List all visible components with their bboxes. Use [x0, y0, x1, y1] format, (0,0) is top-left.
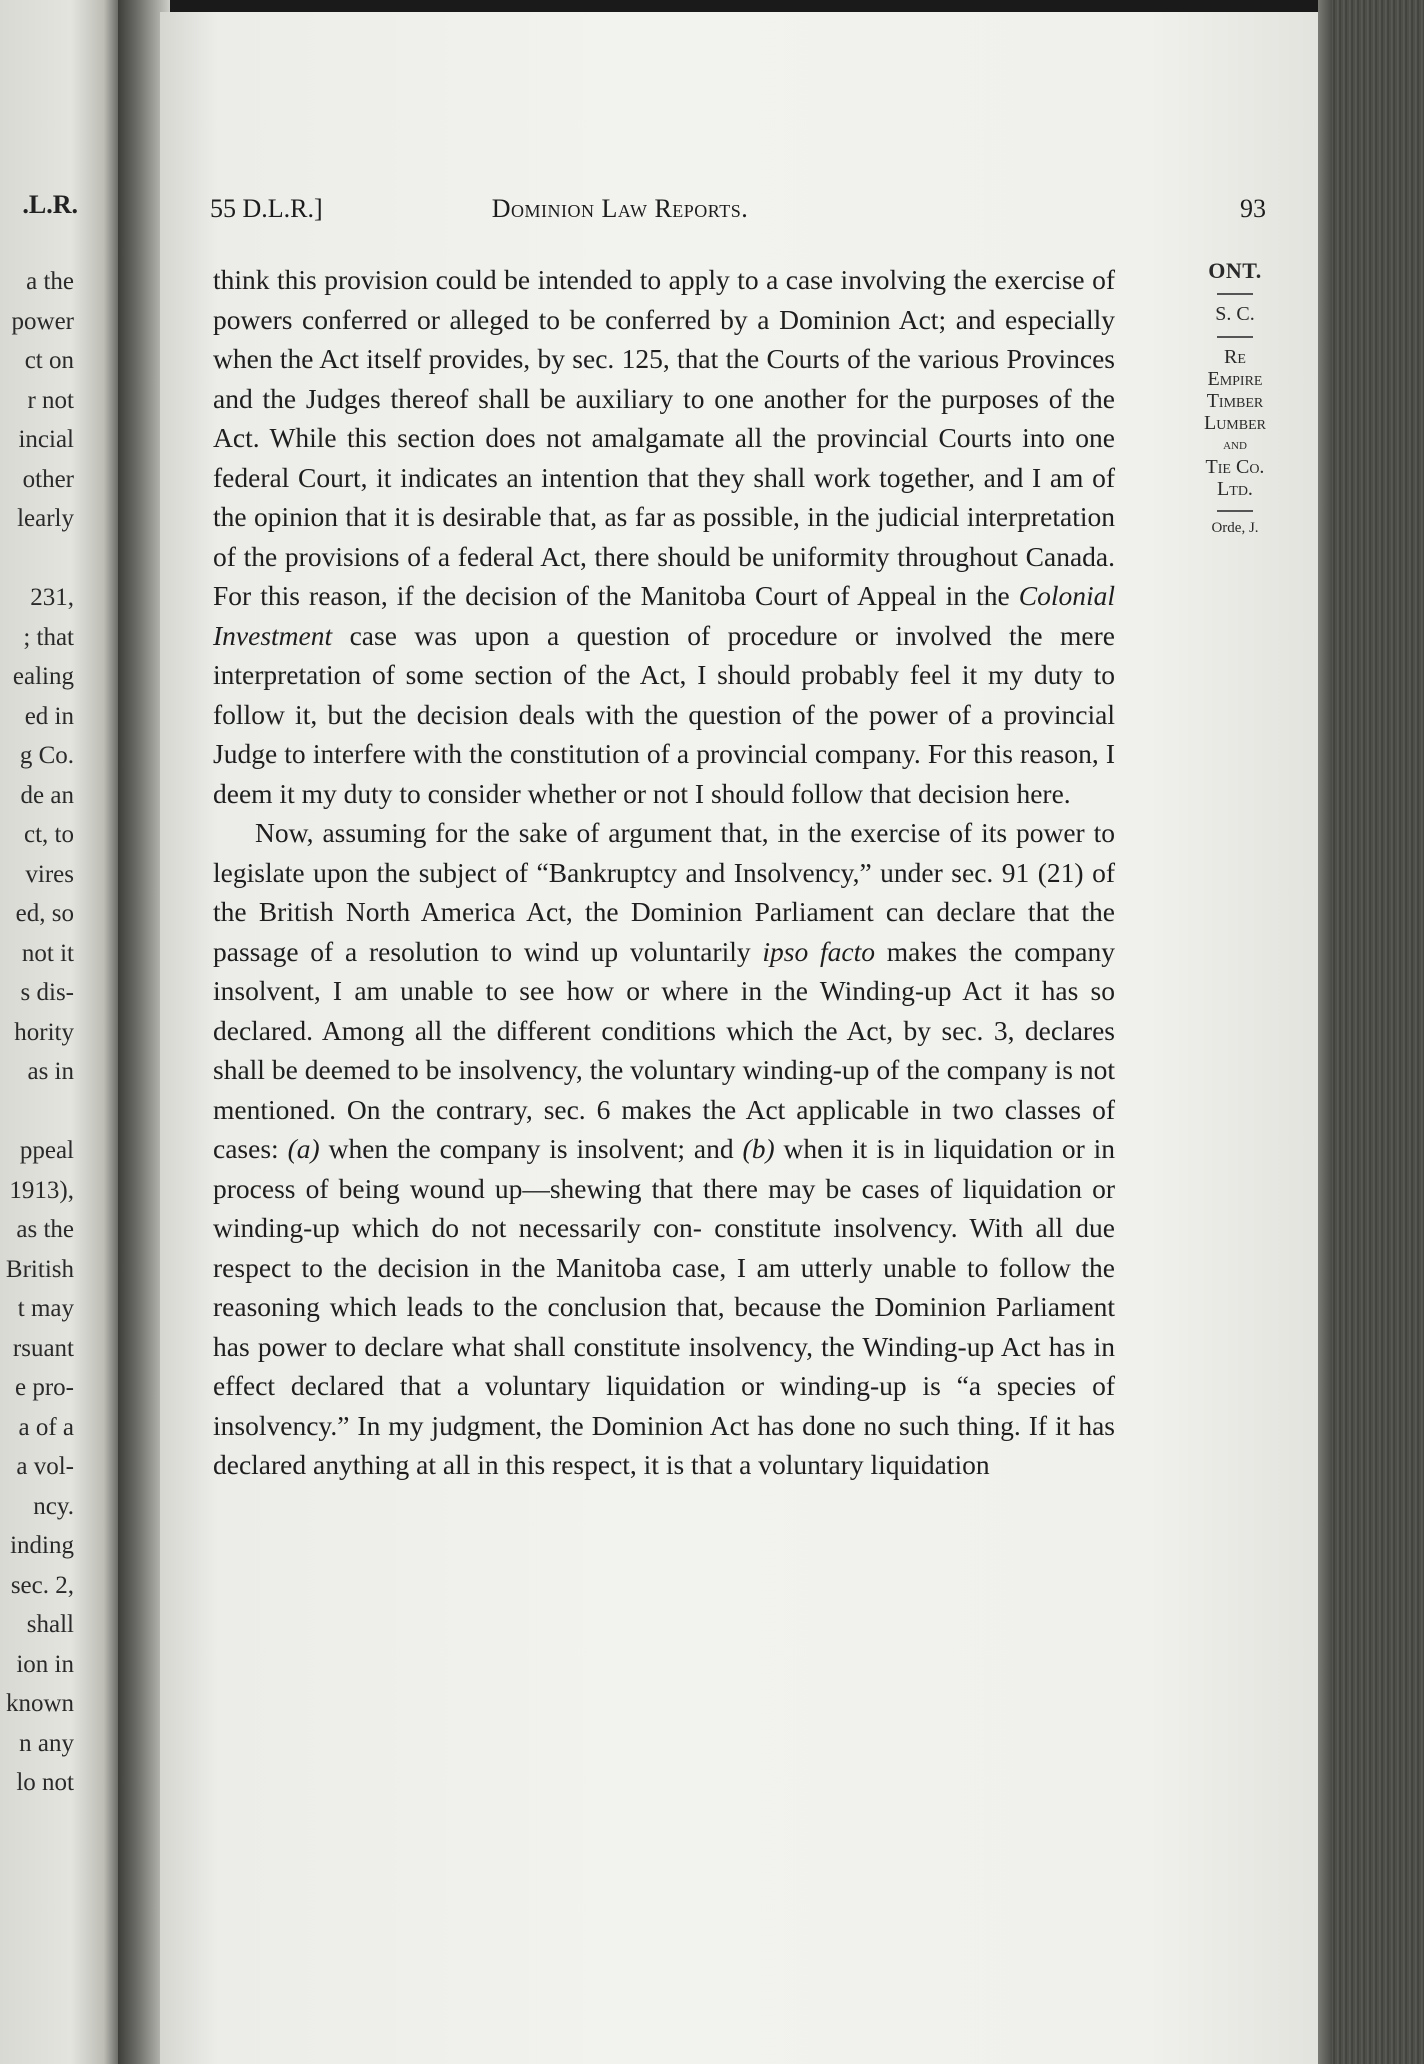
case-line: Re — [1224, 346, 1246, 369]
left-page-line: de an — [20, 781, 74, 809]
clause-marker-a: (a) — [287, 1133, 320, 1164]
case-line: Timber — [1206, 390, 1264, 413]
left-page-line: g Co. — [19, 742, 74, 769]
left-page-line: inding — [10, 1532, 74, 1559]
left-page-line: r not — [27, 386, 74, 414]
left-page-blank-line — [6, 1092, 74, 1132]
paragraph-1-text-b: case was upon a question of procedure or involved the mere interpretation of some section of the Act, I should probably feel it my duty to follow it, but the decision deals with the question of the power of a provincial Judge to interfere with the constitution of a provincial company. For this reason, I deem it my duty to consider whether or not I should follow that decision here. — [213, 619, 1116, 809]
paragraph-2-text-b: makes the company insolvent, I am unable to see how or where in the Winding-up Act it has so declared. Among all the different conditions which the Act, by sec. 3, declares shall be deemed to be insolvency, the voluntary winding-up of the company is not mentioned. On the contrary, sec. 6 makes the Act applicable in two classes of cases: — [213, 935, 1116, 1164]
left-page-line: e pro- — [15, 1374, 74, 1401]
left-page-line: s dis- — [20, 979, 74, 1006]
paragraph-2 — [213, 813, 1115, 1485]
latin-phrase-ipso-facto: ipso facto — [762, 935, 876, 967]
sidenote-rule-2 — [1217, 336, 1253, 338]
left-page-line: ion in — [16, 1650, 74, 1678]
paragraph-1-text-a: think this provision could be intended to apply to a case involving the exercise of powers conferred or alleged to be conferred by a Dominion Act; and especially when the Act itself provides, by sec. 125, that the Courts of the various Provinces and the Judges thereof shall be auxiliary to one another for the purposes of the Act. While this section does not amalgamate all the provincial Courts into one federal Court, it indicates an intention that they shall work together, and I am of the opinion that it is desirable that, as far as possible, in the judicial interpretation of the provisions of a federal Act, there should be uniformity throughout Canada. For this reason, if the decision of the Manitoba Court of Appeal in the — [213, 264, 1115, 611]
sidenote-case-name — [1180, 346, 1290, 500]
paragraph-1 — [213, 260, 1115, 813]
book-page-edges — [1318, 0, 1424, 2064]
left-page-line: incial — [18, 426, 74, 453]
paragraph-2-text-a: Now, assuming for the sake of argument that, in the exercise of its power to legislate upon the subject of “Bankruptcy and Insolvency,” under sec. 91 (21) of the British North America Act, the Dominion Parliament can declare that the passage of a resolution to wind up voluntarily — [213, 817, 1115, 967]
left-page-line: a vol- — [16, 1453, 74, 1480]
left-page-header: .L.R. — [22, 190, 78, 219]
left-page-line: other — [22, 465, 74, 493]
left-page-text-fragments — [6, 262, 74, 1803]
left-page-line: not it — [21, 939, 74, 967]
paragraph-2-text-d: when it is in liquidation or in process of being wound up—shewing that there may be cases of liquidation or winding-up which do not necessarily con- constitute insolvency. With all due respect to the decision in the Manitoba case, I am utterly unable to follow the reasoning which leads to the conclusion that, because the Dominion Parliament has power to declare what shall constitute insolvency, the Winding-up Act has in effect declared that a voluntary liquidation or winding-up is “a species of insolvency.” In my judgment, the Dominion Act has done no such thing. If it has declared anything at all in this respect, it is that a voluntary liquidation — [213, 1133, 1116, 1480]
case-line: Empire — [1207, 368, 1263, 391]
sidenote-province: ONT. — [1208, 258, 1262, 283]
left-page-line: power — [11, 307, 74, 335]
left-page-line: 1913), — [9, 1176, 74, 1204]
left-page-line: n any — [19, 1729, 74, 1757]
left-facing-page — [0, 0, 118, 2064]
clause-marker-b: (b) — [742, 1133, 775, 1164]
left-page-line: ed in — [24, 702, 74, 730]
left-page-line: a the — [26, 268, 74, 295]
sidenote-judge: Orde, J. — [1211, 520, 1259, 537]
left-page-line: t may — [17, 1295, 74, 1322]
case-line: Tie Co. — [1205, 456, 1265, 479]
left-page-line: hority — [14, 1018, 74, 1046]
left-page-line: ct, to — [24, 821, 74, 848]
left-page-line: ct on — [24, 347, 74, 374]
paragraph-2-text-c: when the company is insolvent; and — [328, 1133, 734, 1164]
left-page-line: as the — [16, 1216, 74, 1243]
left-page-line: as in — [27, 1058, 74, 1085]
case-name-colonial-investment: Colonial Investment — [213, 580, 1116, 651]
left-page-line: shall — [26, 1611, 74, 1638]
left-page-line: ed, so — [15, 900, 74, 927]
publication-title: Dominion Law Reports. — [491, 194, 749, 223]
main-page — [160, 12, 1320, 2064]
left-page-line: ealing — [12, 663, 74, 690]
left-page-line: vires — [25, 860, 74, 888]
left-page-line: learly — [17, 505, 74, 532]
left-page-blank-line — [6, 539, 74, 579]
left-page-line: rsuant — [12, 1334, 74, 1362]
left-page-line: lo not — [16, 1769, 74, 1796]
volume-reference: 55 D.L.R.] — [210, 194, 323, 223]
left-page-line: ncy. — [33, 1492, 74, 1520]
case-line: Lumber — [1203, 412, 1266, 435]
sidenote-rule-1 — [1217, 293, 1253, 295]
left-page-line: 231, — [30, 584, 74, 611]
left-page-line: sec. 2, — [10, 1571, 74, 1599]
left-page-line: ; that — [23, 623, 74, 651]
left-page-line: a of a — [18, 1413, 74, 1441]
left-page-line: British — [5, 1255, 74, 1283]
left-page-line: ppeal — [19, 1137, 74, 1164]
running-head — [210, 194, 1290, 234]
margin-sidenote — [1180, 258, 1290, 538]
sidenote-rule-3 — [1217, 510, 1253, 512]
sidenote-court: S. C. — [1215, 303, 1255, 326]
left-page-line: known — [5, 1690, 74, 1717]
case-line: and — [1223, 437, 1247, 454]
case-line: Ltd. — [1217, 478, 1253, 501]
page-number: 93 — [1240, 194, 1266, 223]
body-text — [213, 260, 1115, 1485]
